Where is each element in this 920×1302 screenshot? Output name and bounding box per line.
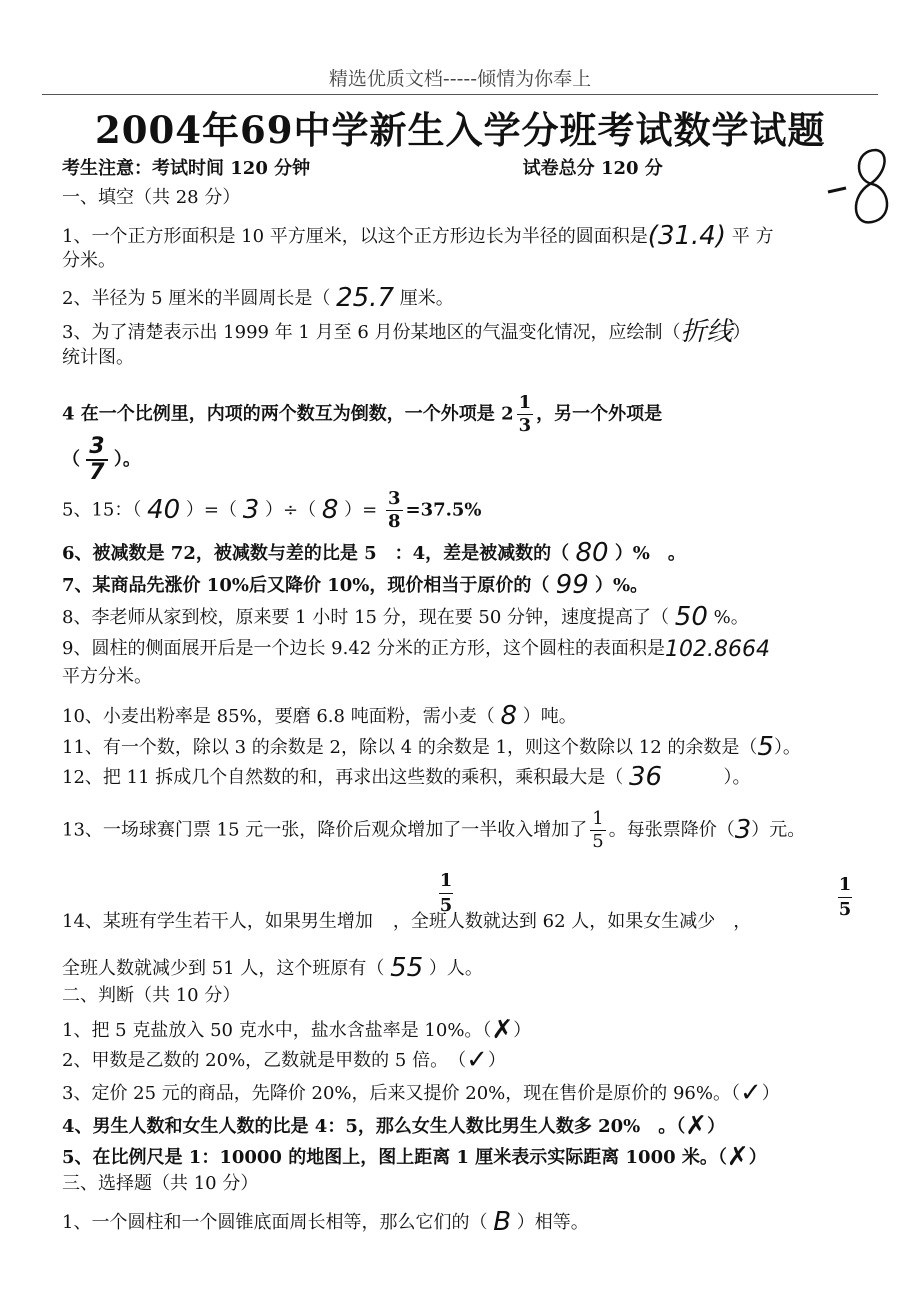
q5-answer-1: 40	[147, 494, 181, 525]
q4-whole: 2	[501, 403, 514, 425]
q13-fraction: $\frac{1}{5}$	[592, 808, 604, 852]
q9-answer: 102.8664	[664, 637, 770, 662]
q8-answer: 50	[674, 602, 708, 632]
q14-mid: ，全班人数就达到 62 人，如果女生减少	[392, 911, 716, 932]
q5-mid-2: ）÷（	[265, 499, 317, 521]
q12-post: ）。	[723, 767, 751, 788]
q5-answer-3: 8	[321, 494, 339, 525]
q10-answer: 8	[500, 701, 517, 731]
q2-line	[62, 284, 454, 311]
q1-answer: (31.4)	[647, 221, 726, 251]
q11-line	[62, 733, 801, 760]
q5-fraction: $\frac{3}{8}$	[387, 488, 401, 532]
q5-mid-1: ）=（	[185, 499, 238, 521]
q11-pre: 11、有一个数，除以 3 的余数是 2，除以 4 的余数是 1，则这个数除以 12 的余数是（	[62, 737, 758, 758]
q12-answer: 36	[628, 762, 663, 792]
q13-post: ）元。	[751, 819, 806, 841]
q3-pre: 3、为了清楚表示出 1999 年 1 月至 6 月份某地区的气温变化情况，应绘制（	[62, 322, 681, 343]
q1-line2: 分米。	[62, 250, 116, 271]
choice-q1-line	[62, 1208, 589, 1235]
q10-pre: 10、小麦出粉率是 85%，要磨 6.8 吨面粉，需小麦（	[62, 706, 495, 727]
q9-pre: 9、圆柱的侧面展开后是一个边长 9.42 分米的正方形，这个圆柱的表面积是	[62, 638, 665, 659]
q6-pre: 6、被减数是 72，被减数与差的比是 5 ：4，差是被减数的（	[62, 543, 570, 564]
q14-answer: 55	[390, 953, 424, 983]
q4-post: ，另一个外项是	[536, 403, 663, 425]
exam-title: 2004年69中学新生入学分班考试数学试题	[95, 108, 826, 152]
q2-pre: 2、半径为 5 厘米的半圆周长是（	[62, 288, 331, 309]
q5-line	[62, 490, 482, 531]
q4-pre: 4 在一个比例里，内项的两个数互为倒数，一个外项是	[62, 403, 495, 425]
header-rule	[42, 94, 878, 95]
q9-line1	[62, 636, 770, 661]
q5-pre: 5、15：（	[62, 499, 142, 521]
q7-post: ）%。	[595, 575, 649, 596]
q12-pre: 12、把 11 拆成几个自然数的和，再求出这些数的乘积，乘积最大是（	[62, 767, 624, 788]
page-header: 精选优质文档-----倾情为你奉上	[328, 68, 592, 90]
q6-line	[62, 539, 686, 566]
q14-pre: 14、某班有学生若干人，如果男生增加	[62, 911, 373, 932]
q5-post: =37.5%	[405, 499, 482, 521]
q8-line	[62, 603, 749, 630]
q14-fraction-1: $\frac{1}{5}$	[439, 870, 453, 916]
choice-q1-answer: B	[493, 1207, 512, 1237]
q7-answer: 99	[555, 570, 589, 600]
judge-item-1: 1、把 5 克盐放入 50 克水中，盐水含盐率是 10%。（✗）	[62, 1015, 532, 1045]
q5-answer-2: 3	[242, 494, 260, 525]
judge-mark-2: ✓	[466, 1045, 488, 1075]
q1-tail: 平 方	[731, 226, 774, 247]
q4-open: （	[62, 449, 80, 470]
q5-mid-3: ）=	[344, 499, 378, 521]
q4-answer-fraction: $\frac{3}{7}$	[86, 436, 107, 484]
q7-pre: 7、某商品先涨价 10%后又降价 10%，现价相当于原价的（	[62, 575, 550, 596]
notice-total: 试卷总分 120 分	[522, 158, 663, 179]
q1-line1	[62, 222, 773, 249]
judge-mark-3: ✓	[740, 1078, 762, 1108]
q14-line1	[62, 910, 751, 934]
judge-item-4: 4、男生人数和女生人数的比是 4：5，那么女生人数比男生人数多 20% 。（✗）	[62, 1111, 726, 1141]
q4-close: ）。	[113, 449, 141, 470]
q3-line2: 统计图。	[62, 347, 134, 368]
q10-post: ）吨。	[522, 706, 577, 727]
choice-q1-post: ）相等。	[516, 1212, 589, 1233]
q11-answer: 5	[757, 732, 774, 762]
q4-line1	[62, 394, 662, 435]
q11-post: ）。	[773, 737, 801, 758]
q9-line2: 平方分米。	[62, 666, 152, 687]
judge-item-2: 2、甲数是乙数的 20%，乙数就是甲数的 5 倍。 （✓）	[62, 1045, 506, 1075]
judge-mark-4: ✗	[685, 1111, 708, 1141]
q14-line2-post: ）人。	[428, 958, 483, 979]
choice-q1-pre: 1、一个圆柱和一个圆锥底面周长相等，那么它们的（	[62, 1212, 488, 1233]
section2-heading: 二、判断（共 10 分）	[62, 985, 241, 1006]
q8-post: %。	[713, 607, 749, 628]
judge-item-5: 5、在比例尺是 1：10000 的地图上，图上距离 1 厘米表示实际距离 1000 米。（✗）	[62, 1142, 767, 1172]
notice-line	[62, 157, 663, 181]
q14-line2	[62, 954, 483, 981]
q14-fraction-2: $\frac{1}{5}$	[838, 874, 852, 920]
judge-mark-1: ✗	[491, 1015, 514, 1045]
q6-answer: 80	[575, 538, 609, 568]
q12-line	[62, 763, 751, 790]
q4-fraction: $\frac{1}{3}$	[518, 392, 532, 436]
q8-pre: 8、李老师从家到校，原来要 1 小时 15 分，现在要 50 分钟，速度提高了（	[62, 607, 670, 628]
q3-line1	[62, 318, 751, 345]
notice-label: 考生注意：考试时间 120 分钟	[62, 158, 311, 179]
q6-post: ）% 。	[614, 543, 686, 564]
section3-heading: 三、选择题（共 10 分）	[62, 1173, 259, 1194]
q3-answer: 折线	[680, 317, 733, 347]
q4-line2	[62, 436, 141, 484]
q14-post: ，	[733, 911, 752, 932]
q10-line	[62, 702, 577, 729]
q1-text: 1、一个正方形面积是 10 平方厘米，以这个正方形边长为半径的圆面积是	[62, 226, 648, 247]
q13-mid: 。每张票降价（	[608, 819, 735, 841]
q2-answer: 25.7	[336, 283, 394, 313]
q13-line	[62, 810, 805, 851]
section1-heading: 一、填空（共 28 分）	[62, 187, 241, 208]
score-mark	[824, 140, 904, 230]
q7-line	[62, 571, 648, 598]
q13-answer: 3	[734, 814, 752, 845]
q13-pre: 13、一场球赛门票 15 元一张，降价后观众增加了一半收入增加了	[62, 819, 588, 841]
judge-mark-5: ✗	[726, 1142, 749, 1172]
judge-item-3: 3、定价 25 元的商品，先降价 20%，后来又提价 20%，现在售价是原价的 96%。（✓）	[62, 1078, 780, 1108]
q3-post: ）	[732, 322, 751, 343]
q2-post: 厘米。	[399, 288, 454, 309]
q14-line2-pre: 全班人数就减少到 51 人，这个班原有（	[62, 958, 385, 979]
